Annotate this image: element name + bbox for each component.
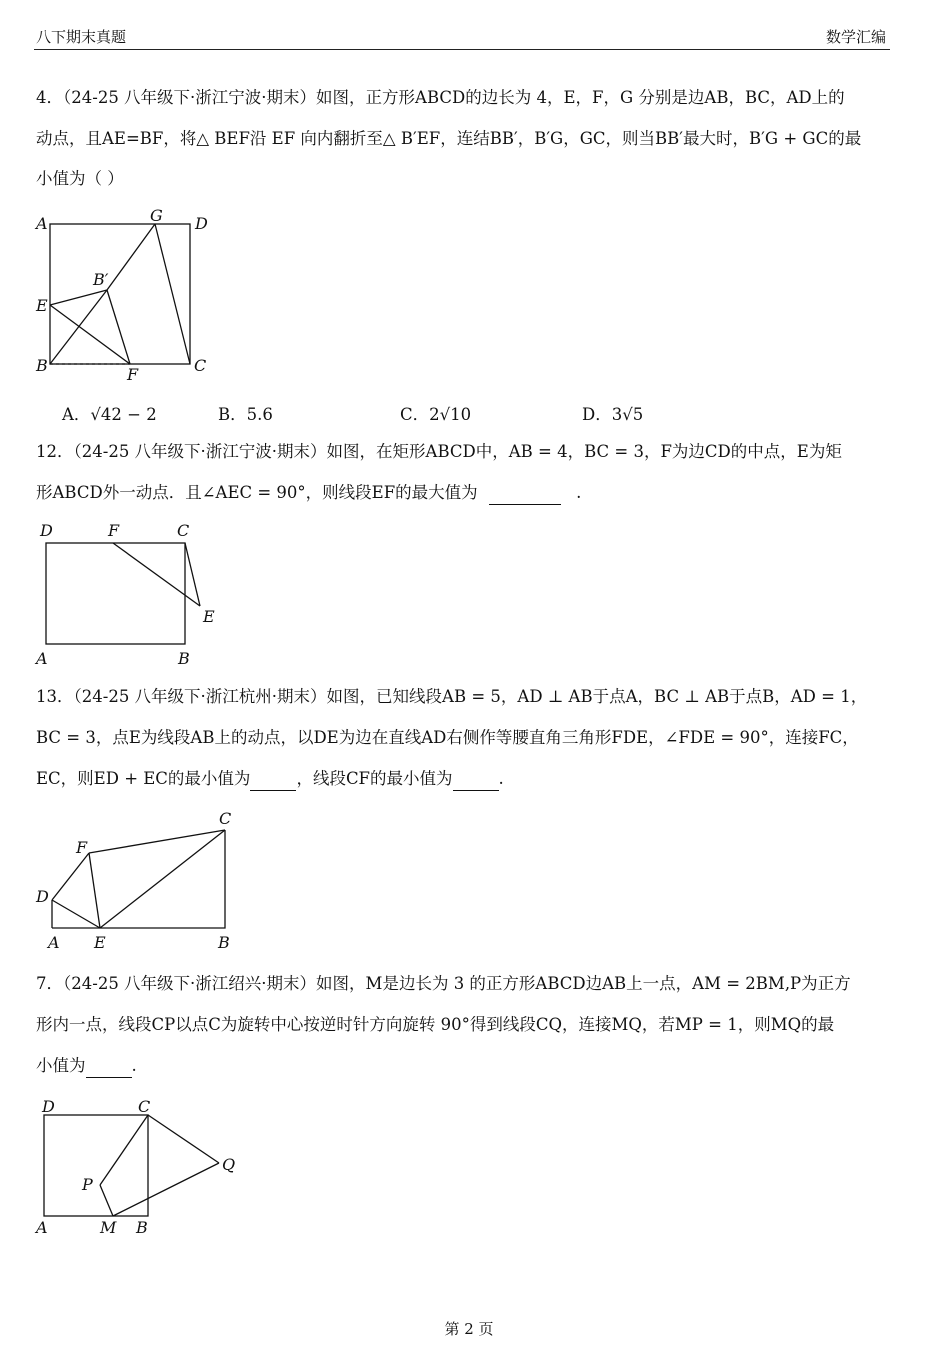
q13-segment-de bbox=[52, 900, 100, 928]
q7-line-1: 7．（24-25 八年级下·浙江绍兴·期末）如图，M是边长为 3 的正方形ABCD边AB上一点，AM = 2BM,P为正方 bbox=[36, 974, 851, 993]
q12-figure bbox=[0, 510, 240, 670]
q4-label-a: A bbox=[36, 214, 48, 233]
q12-label-b: B bbox=[178, 649, 190, 668]
q4-choice-b: B．5.6 bbox=[218, 405, 273, 424]
q12-answer-blank bbox=[489, 482, 561, 505]
q13-label-a: A bbox=[48, 933, 60, 952]
q4-label-c: C bbox=[194, 356, 207, 375]
q7-line-3-period: . bbox=[131, 1056, 137, 1075]
q13-answer-blank-1 bbox=[250, 768, 296, 791]
q7-label-m: M bbox=[100, 1218, 117, 1237]
q12-label-a: A bbox=[36, 649, 48, 668]
q13-line-3-period: . bbox=[498, 769, 504, 788]
q13-label-e: E bbox=[94, 933, 106, 952]
q12-label-c: C bbox=[177, 521, 190, 540]
q13-label-f: F bbox=[76, 838, 88, 857]
q12-label-d: D bbox=[40, 521, 53, 540]
q12-line-2 bbox=[36, 482, 581, 505]
q4-segment-ef bbox=[50, 305, 130, 364]
q7-segment-cq bbox=[148, 1115, 219, 1163]
q13-line-3 bbox=[36, 768, 504, 791]
q4-choice-a: A．√42 − 2 bbox=[62, 405, 157, 424]
q12-label-f: F bbox=[108, 521, 120, 540]
q7-line-3 bbox=[36, 1055, 137, 1078]
q12-line-1: 12．（24-25 八年级下·浙江宁波·期末）如图，在矩形ABCD中，AB = 4，BC = 3，F为边CD的中点，E为矩 bbox=[36, 442, 842, 461]
q4-label-e: E bbox=[36, 296, 48, 315]
q12-label-e: E bbox=[203, 607, 215, 626]
q4-segment-gc bbox=[155, 224, 190, 364]
q7-answer-blank bbox=[86, 1055, 132, 1078]
q7-label-q: Q bbox=[222, 1155, 236, 1174]
q13-label-b: B bbox=[218, 933, 230, 952]
q13-line-2: BC = 3，点E为线段AB上的动点，以DE为边在直线AD右侧作等腰直角三角形FDE，∠FDE = 90°，连接FC， bbox=[36, 728, 859, 747]
q7-line-2: 形内一点，线段CP以点C为旋转中心按逆时针方向旋转 90°得到线段CQ，连接MQ，若MP = 1，则MQ的最 bbox=[36, 1015, 835, 1034]
q12-line-2-text: 形ABCD外一动点．且∠AEC = 90°，则线段EF的最大值为 bbox=[36, 483, 478, 502]
q7-label-a: A bbox=[36, 1218, 48, 1237]
q12-line-2-period: . bbox=[576, 483, 582, 502]
q4-line-3: 小值为（ ） bbox=[36, 169, 124, 188]
q4-segment-b1g bbox=[107, 224, 155, 290]
q13-line-3-text-b: ，线段CF的最小值为 bbox=[296, 769, 453, 788]
q13-segment-fe bbox=[89, 853, 100, 928]
q7-label-c: C bbox=[138, 1097, 151, 1116]
q4-segment-b1f bbox=[107, 290, 130, 364]
page-number: 第 2 页 bbox=[444, 1320, 494, 1338]
header-right-title: 数学汇编 bbox=[825, 28, 886, 46]
q4-label-g: G bbox=[150, 206, 163, 225]
q13-segment-fc bbox=[89, 830, 225, 853]
q7-label-d: D bbox=[42, 1097, 55, 1116]
q13-line-1: 13．（24-25 八年级下·浙江杭州·期末）如图，已知线段AB = 5，AD ⊥ AB于点A，BC ⊥ AB于点B，AD = 1， bbox=[36, 687, 868, 706]
q7-figure bbox=[0, 1090, 260, 1240]
header-divider bbox=[34, 49, 890, 50]
q13-label-d: D bbox=[36, 887, 49, 906]
q7-square-abcd bbox=[44, 1115, 148, 1216]
q4-segment-eb1 bbox=[50, 290, 107, 305]
q4-label-b-prime: B′ bbox=[93, 270, 109, 289]
q7-line-3-text: 小值为 bbox=[36, 1056, 86, 1075]
q4-choice-d: D．3√5 bbox=[582, 405, 644, 424]
q7-label-p: P bbox=[82, 1175, 93, 1194]
q4-label-f: F bbox=[127, 365, 139, 384]
q13-segment-ec bbox=[100, 830, 225, 928]
header-left-title: 八下期末真题 bbox=[36, 28, 127, 46]
q4-label-b: B bbox=[36, 356, 48, 375]
q13-figure bbox=[0, 800, 250, 960]
q4-square-abcd bbox=[50, 224, 190, 364]
q7-segment-pm bbox=[100, 1185, 113, 1216]
q4-segment-bb1 bbox=[50, 290, 107, 364]
q4-line-1: 4．（24-25 八年级下·浙江宁波·期末）如图，正方形ABCD的边长为 4，E，F，G 分别是边AB，BC，AD上的 bbox=[36, 88, 845, 107]
q13-label-c: C bbox=[219, 809, 232, 828]
q4-line-2: 动点，且AE=BF，将△ BEF沿 EF 向内翻折至△ B′EF，连结BB′，B′G，GC，则当BB′最大时，B′G + GC的最 bbox=[36, 129, 862, 148]
q7-segment-mq bbox=[113, 1163, 219, 1216]
q13-answer-blank-2 bbox=[453, 768, 499, 791]
q13-line-3-text-a: EC，则ED + EC的最小值为 bbox=[36, 769, 251, 788]
q12-rectangle-abcd bbox=[46, 543, 185, 644]
q4-figure bbox=[0, 200, 240, 390]
q4-label-d: D bbox=[195, 214, 208, 233]
q7-segment-cp bbox=[100, 1115, 148, 1185]
q13-segment-df bbox=[52, 853, 89, 900]
q7-label-b: B bbox=[136, 1218, 148, 1237]
q4-choice-c: C．2√10 bbox=[400, 405, 472, 424]
